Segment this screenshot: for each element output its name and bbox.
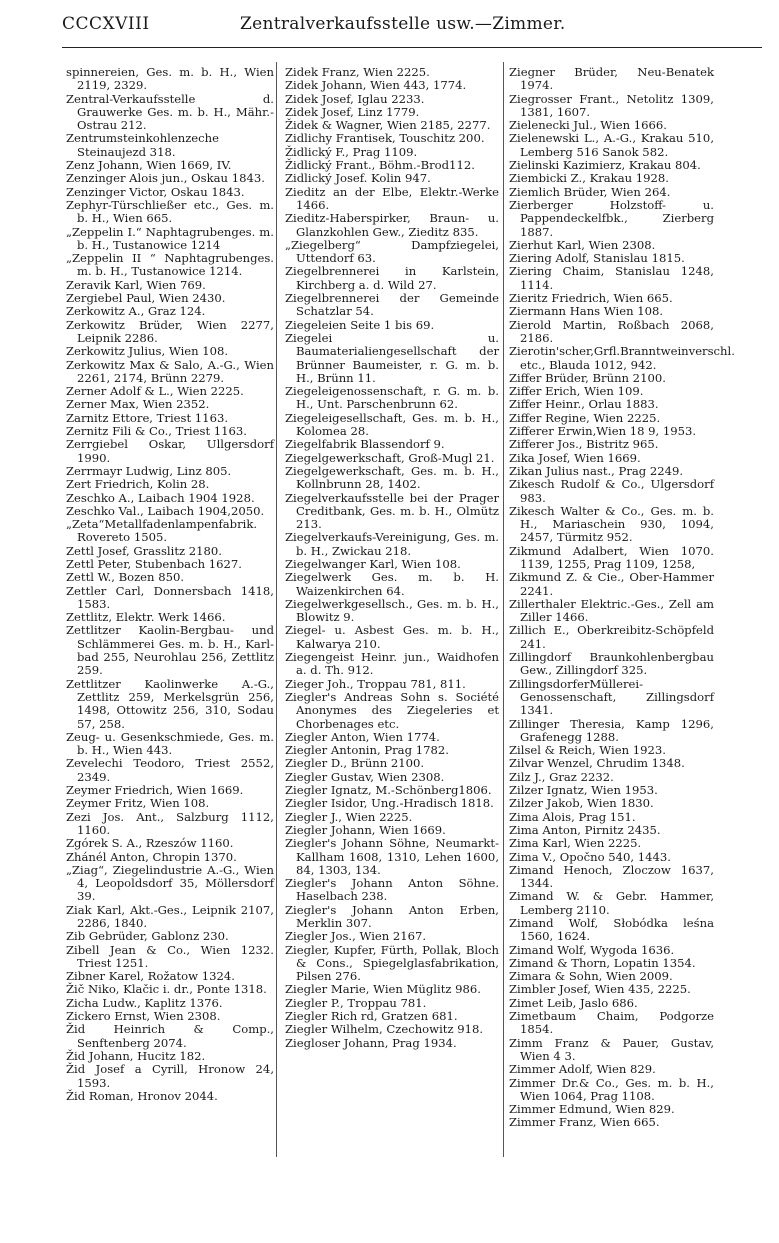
- directory-entry: „Zeta“Metallfadenlampenfabrik. Rovereto 1505.: [66, 517, 258, 545]
- directory-entry: Ziegler Gustav, Wien 2308.: [285, 769, 445, 784]
- directory-entry: spinnereien, Ges. m. b. H., Wien 2119, 2329.: [66, 65, 274, 93]
- directory-entry: Zima Anton, Pirnitz 2435.: [509, 822, 661, 837]
- directory-entry: Zimmer Dr.& Co., Ges. m. b. H., Wien 1064, Prag 1108.: [509, 1075, 714, 1103]
- column-3: [509, 65, 735, 1130]
- directory-entry: Zhánél Anton, Chropin 1370.: [66, 849, 237, 864]
- directory-entry: Zilz J., Graz 2232.: [509, 769, 614, 784]
- directory-entry: Ziegler Anton, Wien 1774.: [285, 729, 440, 744]
- directory-entry: Zidlický Josef. Kolin 947.: [285, 171, 431, 186]
- directory-entry: Ziegrosser Frant., Netolitz 1309, 1381, 1607.: [509, 91, 714, 119]
- directory-entry: Zert Friedrich, Kolin 28.: [66, 477, 210, 492]
- directory-entry: Zimand Wolf, Wygoda 1636.: [509, 942, 675, 957]
- directory-entry: Zimand & Thorn, Lopatin 1354.: [509, 955, 696, 970]
- directory-entry: Ziegler J., Wien 2225.: [285, 809, 413, 824]
- directory-entry: „Ziegelberg“ Dampfziegelei, Uttendorf 63.: [285, 237, 499, 266]
- column-divider: [276, 62, 277, 1157]
- directory-entry: Zima V., Opočno 540, 1443.: [509, 849, 671, 864]
- header-rule: [62, 47, 762, 48]
- directory-entry: Zerkowitz Julius, Wien 108.: [66, 344, 229, 359]
- directory-entry: Ziffer Regine, Wien 2225.: [509, 410, 661, 425]
- directory-entry: „Ziag“, Ziegelindustrie A.-G., Wien 4, Leopoldsdorf 35, Möllersdorf 39.: [66, 862, 274, 904]
- directory-entry: Zillingdorf Braunkohlenbergbau Gew., Zillingdorf 325.: [509, 650, 714, 678]
- directory-entry: Ziffer Heinr., Orlau 1883.: [509, 397, 659, 412]
- directory-entry: Zimet Leib, Jaslo 686.: [509, 995, 638, 1010]
- directory-entry: Zgórek S. A., Rzeszów 1160.: [66, 836, 234, 851]
- directory-entry: Zima Alois, Prag 151.: [509, 809, 636, 824]
- directory-entry: Zenzinger Victor, Oskau 1843.: [66, 184, 245, 199]
- directory-entry: Žid Roman, Hronov 2044.: [66, 1088, 218, 1103]
- directory-entry: Ziegler P., Troppau 781.: [285, 995, 427, 1010]
- directory-entry: Zidek Johann, Wien 443, 1774.: [285, 78, 467, 93]
- directory-entry: Zentrumsteinkohlenzeche Steinaujezd 318.: [66, 131, 219, 159]
- directory-entry: Zibell Jean & Co., Wien 1232. Triest 1251.: [66, 942, 274, 970]
- directory-entry: Zephyr-Türschließer etc., Ges. m. b. H., Wien 665.: [66, 197, 274, 226]
- directory-entry: Zieditz-Haberspirker, Braun- u. Glanzkohlen Gew., Zieditz 835.: [285, 211, 499, 239]
- directory-entry: Ziegler's Johann Anton Erben, Merklin 307.: [285, 902, 499, 930]
- directory-entry: Zieger Joh., Troppau 781, 811.: [285, 676, 466, 691]
- directory-entry: Ziegelwanger Karl, Wien 108.: [285, 556, 461, 571]
- directory-entry: Zerner Adolf & L., Wien 2225.: [66, 384, 244, 399]
- directory-entry: Ziegelbrennerei der Gemeinde Schatzlar 54.: [285, 291, 499, 319]
- running-title: Zentralverkaufsstelle usw.—Zimmer.: [240, 14, 566, 34]
- directory-entry: Ziering Adolf, Stanislau 1815.: [509, 251, 685, 266]
- directory-entry: Zidek Franz, Wien 2225.: [285, 65, 430, 79]
- directory-entry: Zimand Wolf, Słobódka leśna 1560, 1624.: [509, 916, 714, 944]
- directory-entry: Ziegeleigesellschaft, Ges. m. b. H., Kolomea 28.: [285, 410, 499, 439]
- directory-entry: Zidlichy Frantisek, Touschitz 200.: [285, 131, 485, 146]
- directory-entry: Židlický Frant., Böhm.-Brod112.: [285, 158, 475, 173]
- directory-entry: Ziegel- u. Asbest Ges. m. b. H., Kalwarya 210.: [285, 623, 499, 651]
- directory-entry: Zernitz Fili & Co., Triest 1163.: [66, 424, 247, 439]
- directory-entry: Zika Josef, Wien 1669.: [509, 450, 641, 465]
- directory-entry: Zimm Franz & Pauer, Gustav, Wien 4 3.: [509, 1035, 714, 1063]
- directory-entry: Ziegeleigenossenschaft, r. G. m. b. H., Unt. Parschenbrunn 62.: [285, 384, 499, 412]
- directory-entry: Ziegelwerkgesellsch., Ges. m. b. H., Blowitz 9.: [285, 596, 499, 625]
- directory-entry: Zimmer Edmund, Wien 829.: [509, 1102, 675, 1117]
- directory-entry: Ziegelverkaufsstelle bei der Prager Creditbank, Ges. m. b. H., Olmütz 213.: [285, 490, 499, 532]
- directory-entry: Zarnitz Ettore, Triest 1163.: [66, 410, 229, 425]
- directory-entry: Ziegler Rich rd, Gratzen 681.: [285, 1009, 458, 1024]
- directory-entry: Zibner Karel, Rožatow 1324.: [66, 969, 235, 984]
- directory-entry: Zikmund Adalbert, Wien 1070. 1139, 1255, Prag 1109, 1258,: [509, 543, 714, 571]
- directory-entry: Zifferer Erwin,Wien 18 9, 1953.: [509, 424, 697, 439]
- directory-entry: Zierberger Holzstoff- u. Pappendeckelfbk., Zierberg 1887.: [509, 197, 714, 239]
- directory-entry: Zieritz Friedrich, Wien 665.: [509, 291, 673, 306]
- directory-entry: Ziegelbrennerei in Karlstein, Kirchberg a. d. Wild 27.: [285, 264, 499, 292]
- directory-entry: Ziegler's Johann Söhne, Neumarkt-Kallham 1608, 1310, Lehen 1600, 84, 1303, 134.: [285, 836, 499, 877]
- directory-entry: Ziegengeist Heinr. jun., Waidhofen a. d. Th. 912.: [285, 650, 499, 678]
- column-1: [66, 66, 274, 1103]
- directory-entry: Zidek Josef, Iglau 2233.: [285, 91, 425, 106]
- page-header: [62, 14, 762, 40]
- directory-entry: Ziegler's Andreas Sohn s. Société Anonymes des Ziegeleries et Chorbenages etc.: [285, 689, 499, 731]
- directory-entry: Zilvar Wenzel, Chrudim 1348.: [509, 756, 685, 771]
- directory-entry: Zevelechi Teodoro, Triest 2552, 2349.: [66, 756, 274, 784]
- directory-entry: Židlický F., Prag 1109.: [285, 144, 418, 159]
- directory-entry: Zezi Jos. Ant., Salzburg 1112, 1160.: [66, 809, 274, 837]
- directory-entry: Zikesch Rudolf & Co., Ulgersdorf 983.: [509, 477, 714, 505]
- directory-entry: Ziegler Jos., Wien 2167.: [285, 929, 427, 944]
- directory-entry: Zierhut Karl, Wien 2308.: [509, 237, 656, 252]
- directory-entry: Zentral-Verkaufsstelle d. Grauwerke Ges. m. b. H., Mähr.-Ostrau 212.: [66, 91, 274, 133]
- directory-entry: Zierotin'scher,Grfl.Branntweinverschl. etc., Blauda 1012, 942.: [509, 344, 735, 372]
- directory-entry: Zilzer Jakob, Wien 1830.: [509, 796, 654, 811]
- directory-entry: Zettl Josef, Grasslitz 2180.: [66, 543, 222, 558]
- directory-entry: Ziak Karl, Akt.-Ges., Leipnik 2107, 2286, 1840.: [66, 902, 274, 930]
- directory-entry: Zerkowitz A., Graz 124.: [66, 304, 206, 319]
- directory-entry: ZillingsdorferMüllerei-Genossenschaft, Zillingsdorf 1341.: [509, 676, 714, 718]
- directory-entry: Ziegler Marie, Wien Müglitz 986.: [285, 982, 481, 997]
- directory-entry: Ziegloser Johann, Prag 1934.: [285, 1035, 457, 1050]
- directory-entry: Zerkowitz Max & Salo, A.-G., Wien 2261, 2174, Brünn 2279.: [66, 357, 274, 385]
- directory-entry: Zilsel & Reich, Wien 1923.: [509, 743, 666, 758]
- directory-entry: Zilzer Ignatz, Wien 1953.: [509, 783, 658, 798]
- directory-entry: Zima Karl, Wien 2225.: [509, 836, 642, 851]
- directory-entry: Ziering Chaim, Stanislau 1248, 1114.: [509, 264, 714, 292]
- directory-entry: Zeymer Fritz, Wien 108.: [66, 796, 210, 811]
- directory-entry: Zimand Henoch, Zloczow 1637, 1344.: [509, 862, 714, 891]
- directory-entry: „Zeppelin II “ Naphtagrubenges. m. b. H., Tustanowice 1214.: [66, 251, 274, 279]
- directory-entry: Zeravik Karl, Wien 769.: [66, 277, 206, 292]
- directory-entry: Ziegler D., Brünn 2100.: [285, 756, 425, 771]
- directory-entry: Zielenecki Jul., Wien 1666.: [509, 118, 667, 133]
- directory-entry: Ziegelwerk Ges. m. b. H. Waizenkirchen 64.: [285, 570, 499, 598]
- directory-entry: Zettl Peter, Stubenbach 1627.: [66, 556, 242, 571]
- directory-entry: Ziegelfabrik Blassendorf 9.: [285, 437, 445, 452]
- directory-entry: „Zeppelin I.“ Naphtagrubenges. m. b. H., Tustanowice 1214: [66, 224, 274, 252]
- directory-entry: Zikmund Z. & Cie., Ober-Hammer 2241.: [509, 570, 714, 598]
- directory-entry: Zierold Martin, Roßbach 2068, 2186.: [509, 317, 714, 345]
- directory-entry: Ziegler Johann, Wien 1669.: [285, 822, 446, 837]
- directory-entry: Zerner Max, Wien 2352.: [66, 397, 210, 412]
- directory-entry: Ziegler Isidor, Ung.-Hradisch 1818.: [285, 796, 494, 811]
- column-divider: [503, 62, 504, 1157]
- directory-entry: Ziffer Brüder, Brünn 2100.: [509, 370, 666, 385]
- directory-entry: Ziembicki Z., Krakau 1928.: [509, 171, 669, 186]
- directory-entry: Zimand W. & Gebr. Hammer, Lemberg 2110.: [509, 889, 714, 917]
- directory-entry: Zenz Johann, Wien 1669, IV.: [66, 158, 232, 173]
- directory-entry: Ziegler Antonin, Prag 1782.: [285, 743, 449, 758]
- directory-entry: Zikesch Walter & Co., Ges. m. b. H., Mariaschein 930, 1094, 2457, Türmitz 952.: [509, 503, 714, 545]
- directory-entry: Zillinger Theresia, Kamp 1296, Grafenegg 1288.: [509, 716, 714, 744]
- directory-entry: Zeschko Val., Laibach 1904,2050.: [66, 503, 265, 518]
- page-number: CCCXVIII: [62, 14, 150, 34]
- directory-entry: Zettlitz, Elektr. Werk 1466.: [66, 610, 226, 625]
- directory-entry: Ziegelgewerkschaft, Ges. m. b. H., Kollnbrunn 28, 1402.: [285, 463, 499, 492]
- directory-entry: Ziegler, Kupfer, Fürth, Pollak, Bloch & Cons., Spiegelglasfabrikation, Pilsen 276.: [285, 942, 499, 984]
- directory-entry: Ziegler Ignatz, M.-Schönberg1806.: [285, 783, 492, 798]
- directory-entry: Žid Johann, Hucitz 182.: [66, 1048, 206, 1063]
- directory-entry: Zerrgiebel Oskar, Ullgersdorf 1990.: [66, 437, 274, 465]
- directory-entry: Zikan Julius nast., Prag 2249.: [509, 463, 684, 478]
- directory-entry: Zettlitzer Kaolin-Bergbau- und Schlämmerei Ges. m. b. H., Karl-bad 255, Neurohlau 256, Zettlitz 259.: [66, 623, 274, 678]
- directory-entry: Zeymer Friedrich, Wien 1669.: [66, 783, 244, 798]
- directory-entry: Žič Niko, Klačic i. dr., Ponte 1318.: [66, 982, 267, 997]
- directory-entry: Zimbler Josef, Wien 435, 2225.: [509, 982, 691, 997]
- directory-entry: Zielenewski L., A.-G., Krakau 510, Lemberg 516 Sanok 582.: [509, 131, 714, 159]
- directory-entry: Žid Heinrich & Comp., Senftenberg 2074.: [66, 1022, 274, 1050]
- directory-entry: Ziegelgewerkschaft, Groß-Mugl 21.: [285, 450, 495, 465]
- directory-entry: Zerrmayr Ludwig, Linz 805.: [66, 463, 232, 478]
- directory-entry: Zettlitzer Kaolinwerke A.-G., Zettlitz 259, Merkelsgrün 256, 1498, Ottowitz 256, 310, Sodau 57, 258.: [66, 676, 274, 731]
- directory-entry: Ziermann Hans Wien 108.: [509, 304, 664, 319]
- directory-entry: Zeschko A., Laibach 1904 1928.: [66, 490, 255, 505]
- column-2: [285, 66, 499, 1050]
- directory-entry: Zieditz an der Elbe, Elektr.-Werke 1466.: [285, 184, 499, 212]
- directory-entry: Zenzinger Alois jun., Oskau 1843.: [66, 171, 265, 186]
- directory-entry: Zeug- u. Gesenkschmiede, Ges. m. b. H., Wien 443.: [66, 729, 274, 758]
- directory-entry: Zickero Ernst, Wien 2308.: [66, 1009, 221, 1024]
- directory-entry: Ziemlich Brüder, Wien 264.: [509, 184, 671, 199]
- directory-entry: Zimara & Sohn, Wien 2009.: [509, 969, 673, 984]
- directory-entry: Zimmer Franz, Wien 665.: [509, 1115, 660, 1130]
- directory-entry: Zillich E., Oberkreibitz-Schöpfeld 241.: [509, 623, 714, 651]
- directory-entry: Zergiebel Paul, Wien 2430.: [66, 291, 226, 306]
- directory-entry: Zettl W., Bozen 850.: [66, 570, 185, 585]
- directory-entry: Zerkowitz Brüder, Wien 2277, Leipnik 2286.: [66, 317, 274, 345]
- directory-entry: Zielinski Kazimierz, Krakau 804.: [509, 158, 701, 173]
- directory-entry: Ziegeleien Seite 1 bis 69.: [285, 317, 435, 332]
- directory-entry: Ziegner Brüder, Neu-Benatek 1974.: [509, 65, 714, 93]
- directory-entry: Zidek Josef, Linz 1779.: [285, 104, 420, 119]
- directory-entry: Ziegelverkaufs-Vereinigung, Ges. m. b. H., Zwickau 218.: [285, 530, 499, 558]
- directory-entry: Židek & Wagner, Wien 2185, 2277.: [285, 118, 491, 133]
- directory-entry: Žid Josef a Cyrill, Hronow 24, 1593.: [66, 1062, 274, 1090]
- directory-entry: Zicha Ludw., Kaplitz 1376.: [66, 995, 223, 1010]
- directory-entry: Ziegler's Johann Anton Söhne. Haselbach 238.: [285, 876, 499, 904]
- directory-entry: Zillerthaler Elektric.-Ges., Zell am Ziller 1466.: [509, 596, 714, 625]
- directory-entry: Zib Gebrüder, Gablonz 230.: [66, 929, 229, 944]
- directory-entry: Ziegelei u. Baumaterialiengesellschaft der Brünner Baumeister, r. G. m. b. H., Brünn 11.: [285, 330, 499, 385]
- directory-entry: Ziffer Erich, Wien 109.: [509, 384, 644, 399]
- directory-entry: Zifferer Jos., Bistritz 965.: [509, 437, 659, 452]
- directory-entry: Zimetbaum Chaim, Podgorze 1854.: [509, 1009, 714, 1037]
- directory-entry: Zettler Carl, Donnersbach 1418, 1583.: [66, 583, 274, 611]
- directory-entry: Ziegler Wilhelm, Czechowitz 918.: [285, 1022, 484, 1037]
- directory-entry: Zimmer Adolf, Wien 829.: [509, 1062, 656, 1077]
